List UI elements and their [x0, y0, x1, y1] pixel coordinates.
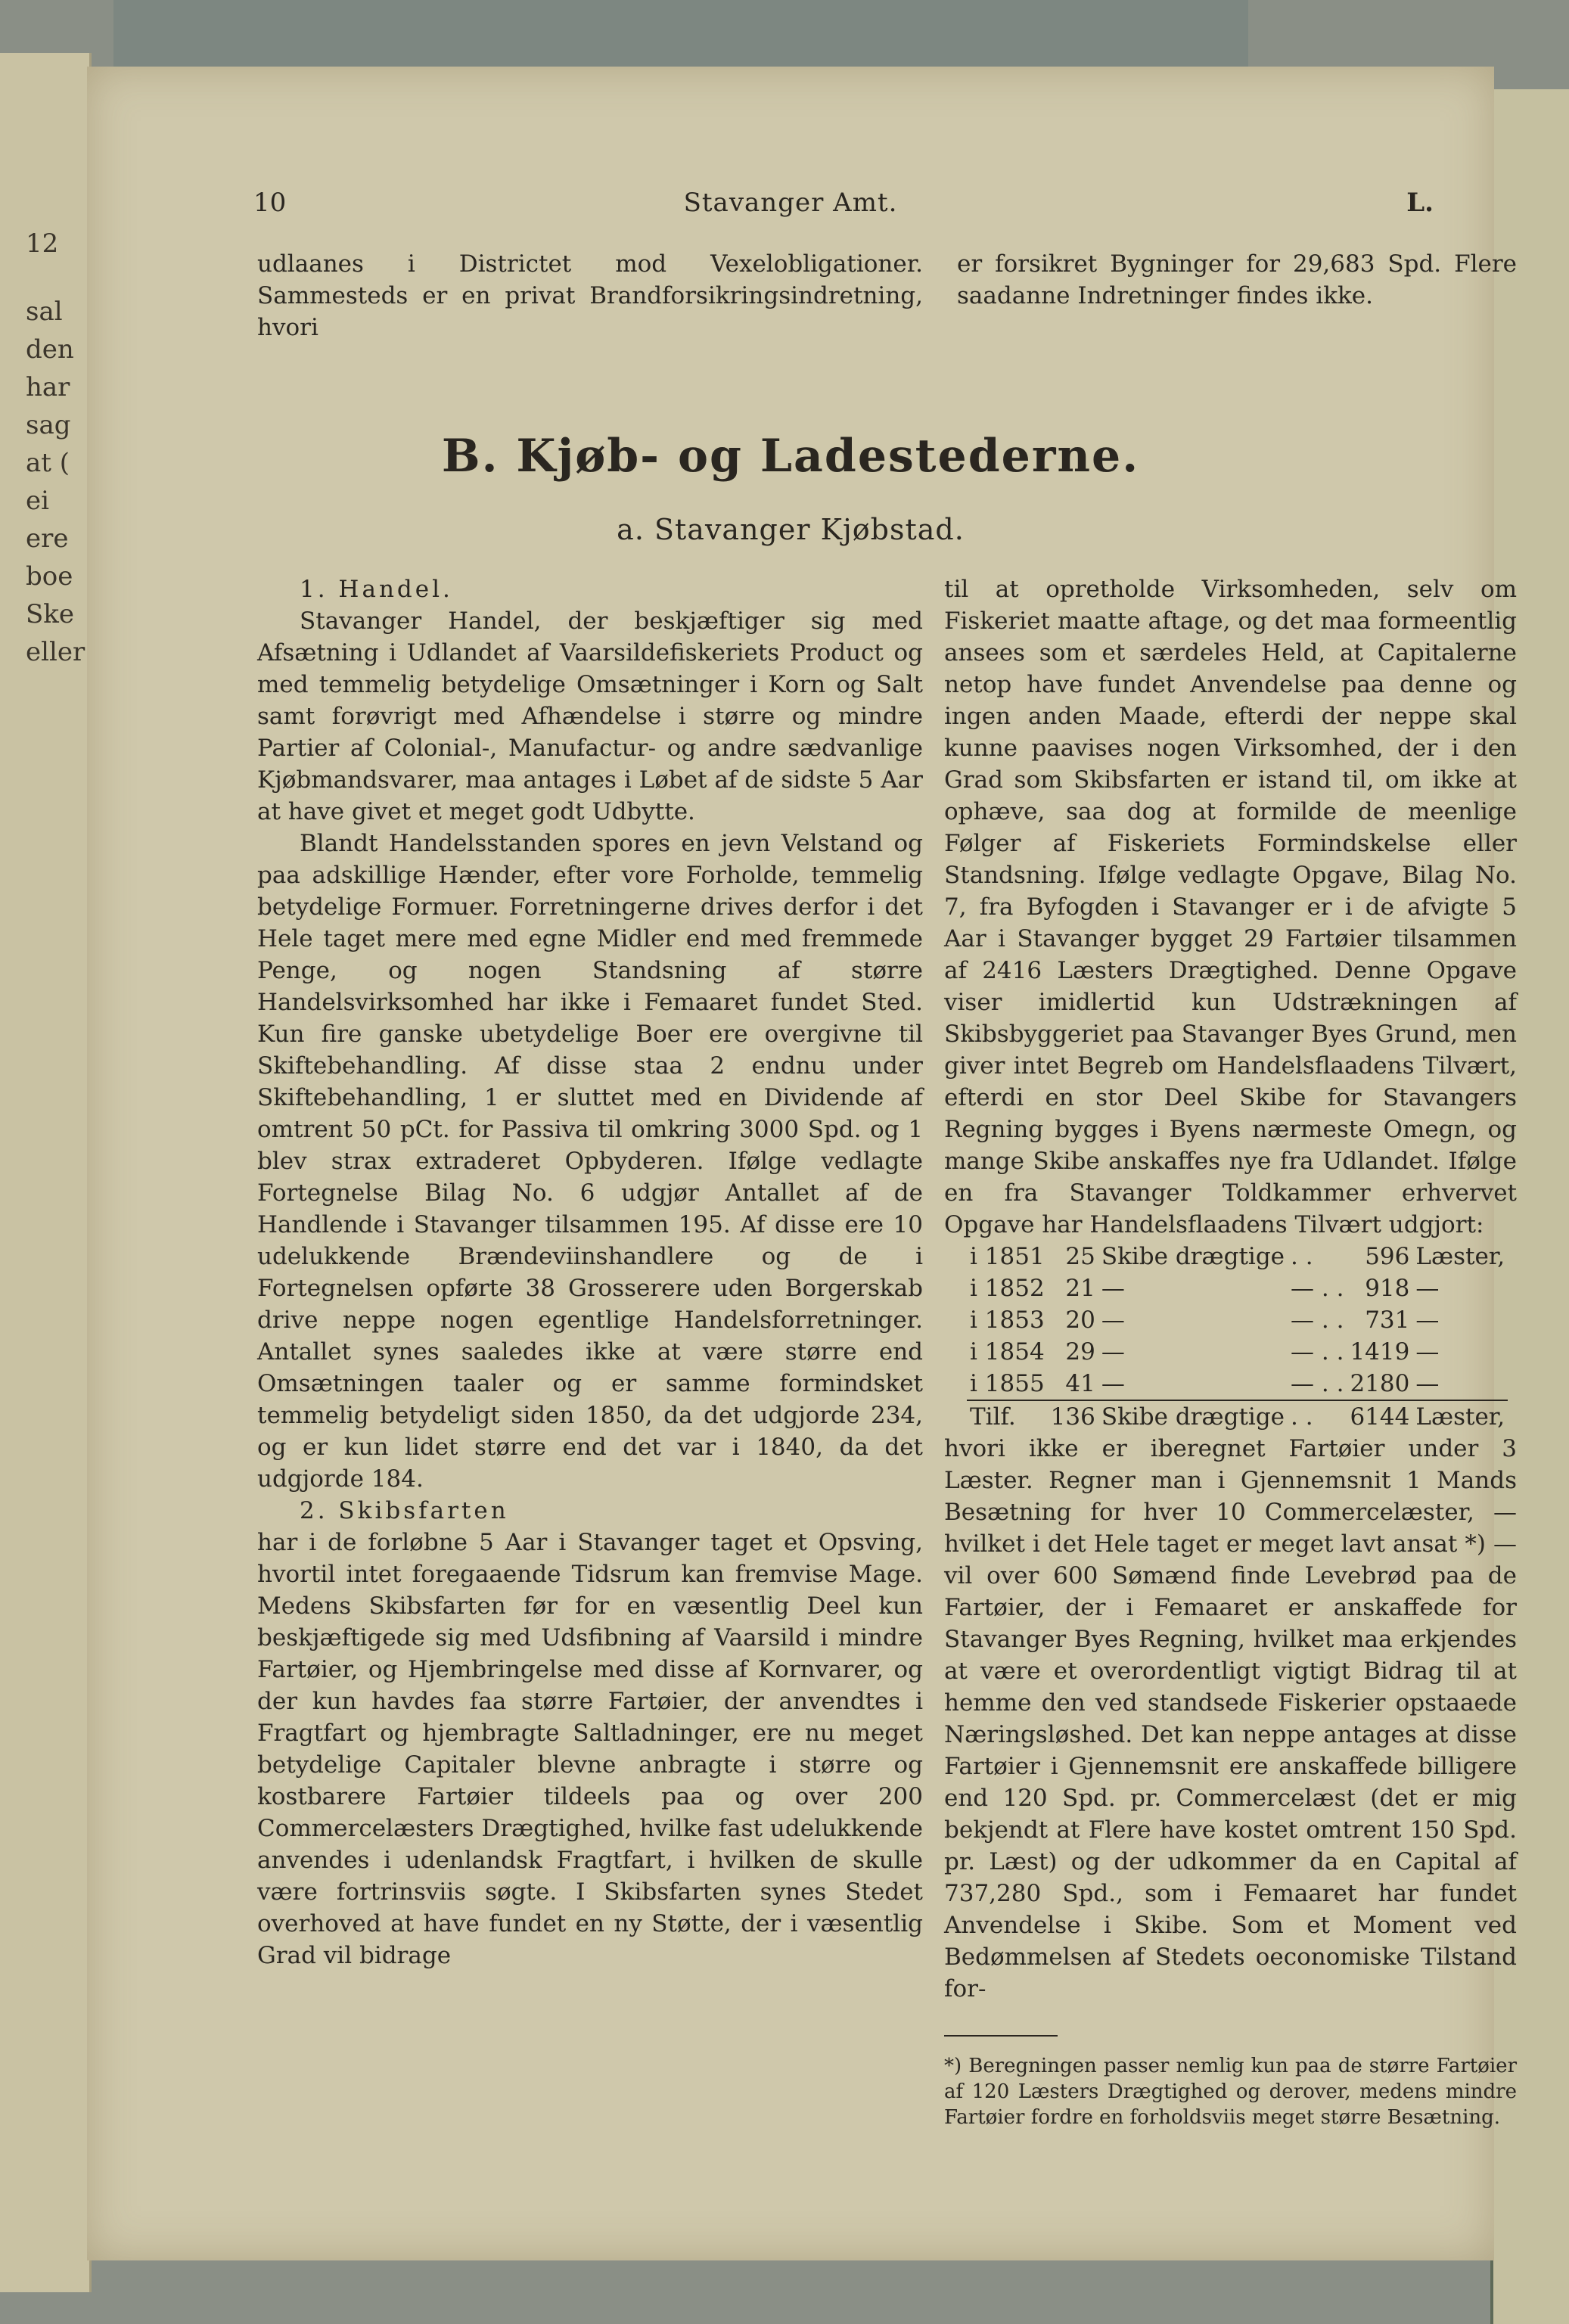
table-cell: — — [1415, 1306, 1440, 1334]
table-cell: 596 — [1365, 1243, 1410, 1270]
skibsfart-paragraph-1: har i de forløbne 5 Aar i Stavanger taget et Opsving, hvortil intet foregaaende Tidsrum kan fremvise Mage. Medens Skibsfarten før for en væsentlig Deel kun beskjæftigede sig med Udsfibning af Vaarsild i mindre Fartøier, og Hjembringelse med disse af Kornvarer, og der kun havdes faa større Fartøier, der anvendtes i Fragtfart og hjembragte Saltladninger, ere nu meget betydelige Capitaler blevne anbragte i større og kostbarere Fartøier tildeels paa og over 200 Commercelæsters Drægtighed, hvilke fast udelukkende anvendes i udenlandsk Fragtfart, i hvilken de skulle være fortrinsviis søgte. I Skibsfarten synes Stedet overhoved at have fundet en ny Støtte, der i væsentlig Grad vil bidrage — [257, 1529, 923, 1969]
adjacent-page-fragment: ei — [26, 486, 49, 516]
table-cell: i 1851 — [970, 1243, 1045, 1270]
right-column — [944, 573, 1517, 2130]
fleet-growth-table — [967, 1241, 1508, 1433]
table-cell: — . . — [1291, 1306, 1344, 1334]
running-header — [87, 188, 1494, 233]
adjacent-page-fragment: Ske — [26, 599, 75, 629]
footnote: *) Beregningen passer nemlig kun paa de større Fartøier af 120 Læsters Drægtighed og derover, medens mindre Fartøier fordre en forholdsviis meget større Besætning. — [944, 2055, 1517, 2129]
carryover-right — [957, 248, 1517, 312]
table-cell: i 1854 — [970, 1338, 1045, 1366]
scan-background-top — [113, 0, 1248, 72]
handel-paragraph-2: Blandt Handelsstanden spores en jevn Velstand og paa adskillige Hænder, efter vore Forholde, temmelig betydelige Formuer. Forretningerne drives derfor i det Hele taget mere med egne Midler end med fremmede Penge, og nogen Standsning af større Handelsvirksomhed har ikke i Femaaret fundet Sted. Kun fire ganske ubetydelige Boer ere overgivne til Skiftebehandling. Af disse staa 2 endnu under Skiftebehandling, 1 er sluttet med en Dividende af omtrent 50 pCt. for Passiva til omkring 3000 Spd. og 1 blev strax extraderet Opbyderen. Ifølge vedlagte Fortegnelse Bilag No. 6 udgjør Antallet af de Handlende i Stavanger tilsammen 195. Af disse ere 10 udelukkende Brændeviinshandlere og de i Fortegnelsen opførte 38 Grosserere uden Borgerskab drive neppe nogen egentlige Handelsforretninger. Antallet synes saaledes ikke at være større end Omsætningen taaler og er samme formindsket temmelig betydeligt siden 1850, da det udgjorde 234, og er kun lidet større end det var i 1840, da det udgjorde 184. — [257, 830, 923, 1493]
table-cell: 20 — [1065, 1306, 1095, 1334]
table-cell: 1419 — [1350, 1338, 1410, 1366]
table-cell: 918 — [1365, 1275, 1410, 1302]
table-cell: — . . — [1291, 1370, 1344, 1397]
document-page — [87, 67, 1517, 2260]
table-cell: 6144 — [1347, 1400, 1412, 1433]
table-cell: — — [1101, 1306, 1125, 1334]
table-cell: — . . — [1291, 1275, 1344, 1302]
table-cell: Læster, — [1415, 1243, 1505, 1270]
carryover-right-text: er forsikret Bygninger for 29,683 Spd. Flere saadanne Indretninger findes ikke. — [957, 250, 1517, 309]
carryover-left — [257, 248, 923, 343]
table-cell: — — [1415, 1338, 1440, 1366]
table-cell: — — [1101, 1275, 1125, 1302]
table-row — [967, 1304, 1508, 1336]
adjacent-page-fragment: den — [26, 334, 74, 365]
running-title: Stavanger Amt. — [683, 188, 898, 218]
table-cell: — . . — [1291, 1338, 1344, 1366]
table-cell: . . — [1288, 1400, 1347, 1433]
adjacent-page-fragment: sal — [26, 297, 63, 327]
table-cell: Læster, — [1412, 1400, 1508, 1433]
skibsfart-title: 2. Skibsfarten — [300, 1497, 509, 1524]
table-cell: 21 — [1065, 1275, 1095, 1302]
right-paragraph-2: hvori ikke er iberegnet Fartøier under 3 Læster. Regner man i Gjennemsnit 1 Mands Besætning for hver 10 Commercelæster, — hvilket i det Hele taget er meget lavt ansat *) — vil over 600 Sømænd finde Levebrød paa de Fartøier, der i Femaaret er anskaffede for Stavanger Byes Regning, hvilket maa erkjendes at være et overordentligt vigtigt Bidrag til at hemme den ved standsede Fiskerier opstaaede Næringsløshed. Det kan neppe antages at disse Fartøier i Gjennemsnit ere anskaffede billigere end 120 Spd. pr. Commercelæst (det er mig bekjendt at Flere have kostet omtrent 150 Spd. pr. Læst) og der udkommer da en Capital af 737,280 Spd., som i Femaaret har fundet Anvendelse i Skibe. Som et Moment ved Bedømmelsen af Stedets oeconomiske Tilstand for- — [944, 1435, 1517, 2002]
adjacent-page-left — [0, 53, 92, 2292]
table-row — [967, 1272, 1508, 1304]
adjacent-page-fragment: boe — [26, 561, 73, 592]
table-row — [967, 1241, 1508, 1272]
subsection-heading: a. Stavanger Kjøbstad. — [617, 513, 965, 546]
table-cell: 29 — [1065, 1338, 1095, 1366]
table-row — [967, 1368, 1508, 1400]
adjacent-page-fragment: at ( — [26, 448, 70, 478]
table-cell: i 1853 — [970, 1306, 1045, 1334]
handel-title: 1. Handel. — [300, 576, 453, 603]
table-cell: 2180 — [1350, 1370, 1410, 1397]
adjacent-page-fragment: sag — [26, 410, 71, 440]
table-cell: Skibe drægtige — [1098, 1400, 1288, 1433]
footnote-rule — [944, 2035, 1058, 2037]
table-cell: . . — [1291, 1243, 1313, 1270]
table-cell: 731 — [1365, 1306, 1410, 1334]
carryover-left-text: udlaanes i Districtet mod Vexelobligationer. Sammesteds er en privat Brandforsikringsindretning, hvori — [257, 250, 923, 341]
table-row — [967, 1336, 1508, 1368]
table-cell: 41 — [1065, 1370, 1095, 1397]
table-cell: i 1852 — [970, 1275, 1045, 1302]
signature-mark: L. — [1406, 188, 1434, 218]
adjacent-page-fragment: 12 — [26, 228, 59, 259]
table-cell: 25 — [1065, 1243, 1095, 1270]
adjacent-page-fragment: ere — [26, 524, 69, 554]
table-cell: Skibe drægtige — [1101, 1243, 1285, 1270]
table-cell: Tilf. — [967, 1400, 1048, 1433]
right-paragraph-1: til at opretholde Virksomheden, selv om Fiskeriet maatte aftage, og det maa formeentlig ansees som et særdeles Held, at Capitalerne netop have fundet Anvendelse paa denne og ingen anden Maade, efterdi der neppe skal kunne paavises nogen Virksomhed, der i den Grad som Skibsfarten er istand til, om ikke at ophæve, saa dog at formilde de meenlige Følger af Fiskeriets Formindskelse eller Standsning. Ifølge vedlagte Opgave, Bilag No. 7, fra Byfogden i Stavanger er i de afvigte 5 Aar i Stavanger bygget 29 Fartøier tilsammen af 2416 Læsters Drægtighed. Denne Opgave viser imidlertid kun Udstrækningen af Skibsbyggeriet paa Stavanger Byes Grund, men giver intet Begreb om Handelsflaadens Tilvært, efterdi en stor Deel Skibe for Stavangers Regning bygges i Byens nærmeste Omegn, og mange Skibe anskaffes nye fra Udlandet. Ifølge en fra Stavanger Toldkammer erhvervet Opgave har Handelsflaadens Tilvært udgjort: — [944, 576, 1517, 1238]
handel-paragraph-1: Stavanger Handel, der beskjæftiger sig med Afsætning i Udlandet af Vaarsildefiskeriets Product og med temmelig betydelige Omsætninger i Korn og Salt samt forøvrigt med Afhændelse i større og mindre Partier af Colonial-, Manufactur- og andre sædvanlige Kjøbmandsvarer, maa antages i Løbet af de sidste 5 Aar at have givet et meget godt Udbytte. — [257, 607, 923, 825]
table-total-row — [967, 1400, 1508, 1433]
section-heading: B. Kjøb- og Ladestederne. — [441, 430, 1140, 483]
adjacent-page-fragment: har — [26, 372, 70, 402]
page-number: 10 — [253, 188, 287, 218]
left-column — [257, 573, 923, 1971]
table-cell: — — [1415, 1370, 1440, 1397]
adjacent-page-fragment: eller — [26, 637, 85, 667]
table-cell: — — [1415, 1275, 1440, 1302]
table-cell: 136 — [1048, 1400, 1098, 1433]
table-cell: — — [1101, 1338, 1125, 1366]
table-cell: i 1855 — [970, 1370, 1045, 1397]
table-cell: — — [1101, 1370, 1125, 1397]
